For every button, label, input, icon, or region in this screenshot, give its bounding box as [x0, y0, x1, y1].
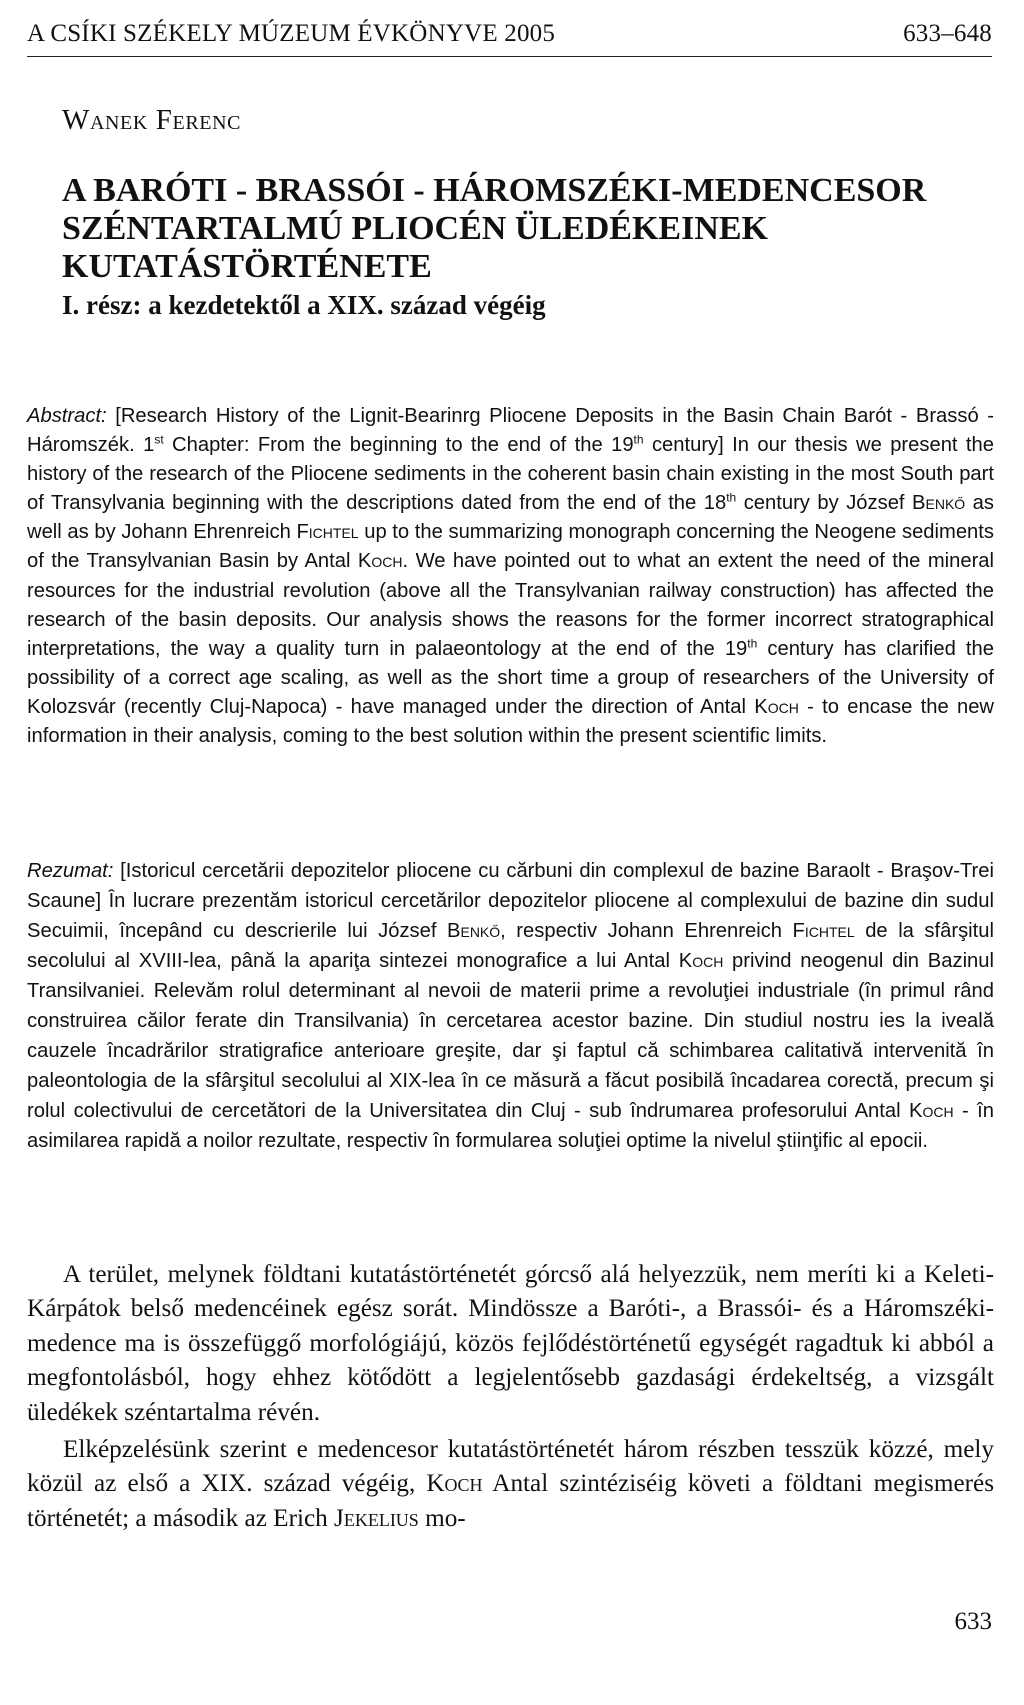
- page-range: 633–648: [903, 20, 992, 47]
- surname: Koch: [754, 695, 799, 718]
- abstract-text: - to encase the new information in their analysis, coming to the best solution within the present scientific limits.: [27, 695, 995, 748]
- abstract-text: century] In our thesis we present the history of the research of the Pliocene sediments in the coherent basin chain existing in the most South part of Transylvania beginning with the descriptions dated from the end of the 18: [27, 434, 994, 515]
- title-line-3: KUTATÁSTÖRTÉNETE: [62, 248, 432, 285]
- rezumat-text: [Istoricul cercetării depozitelor pliocene cu cărbuni din complexul de bazine Baraolt - Braşov-Trei Scaune] În lucrare prezentăm istoricul cercetărilor depozitelor pliocene al complexului de bazine din sudul Secuimii, începând cu descrierile lui József: [27, 860, 994, 942]
- abstract-text: century has clarified the possibility of a correct age scaling, as well as the short time a group of researchers of the University of Kolozsvár (recently Cluj-Napoca) - have managed under the direction of Antal: [27, 637, 994, 718]
- ordinal-suffix: th: [747, 636, 758, 651]
- surname: Koch: [357, 550, 403, 573]
- rezumat-label: Rezumat:: [27, 860, 114, 882]
- abstract-text: up to the summarizing monograph concerning the Neogene sediments of the Transylvanian Basin by Antal: [27, 521, 994, 573]
- ordinal-suffix: st: [154, 432, 164, 447]
- article-body: [27, 1258, 994, 1539]
- abstract-text: century by József: [736, 492, 913, 515]
- surname: Koch: [426, 1470, 483, 1498]
- body-text: Elképzelésünk szerint e medencesor kutatástörténetét három részben tesszük közzé, mely közül az első a XIX. század végéig,: [27, 1436, 994, 1498]
- rezumat-paragraph: [27, 856, 994, 1156]
- article-subtitle: I. rész: a kezdetektől a XIX. század végéig: [62, 290, 546, 320]
- surname: Jekelius: [334, 1504, 419, 1532]
- body-paragraph-2: [27, 1433, 994, 1536]
- header-rule: [27, 56, 992, 57]
- abstract-text: . We have pointed out to what an extent the need of the mineral resources for the industrial revolution (above all the Transylvanian railway construction) has affected the research of the basin deposits. Our analysis shows the reasons for the former incorrect stratographical interpretations, the way a quality turn in palaeontology at the end of the 19: [27, 550, 995, 660]
- running-header: [27, 20, 992, 60]
- body-text: Antal szintéziséig követi a földtani megismerés történetét; a második az Erich: [27, 1470, 994, 1532]
- surname: Benkő: [912, 492, 966, 515]
- surname: Benkő: [447, 920, 501, 942]
- abstract-paragraph: [27, 402, 994, 751]
- abstract-label: Abstract:: [27, 405, 107, 427]
- rezumat-text: - în asimilarea rapidă a noilor rezultate, respectiv în formularea soluţiei optime la nivelul ştiinţific al epocii.: [27, 1100, 994, 1152]
- ordinal-suffix: th: [633, 432, 644, 447]
- title-line-2: SZÉNTARTALMÚ PLIOCÉN ÜLEDÉKEINEK: [62, 210, 768, 247]
- rezumat-text: privind neogenul din Bazinul Transilvaniei. Relevăm rolul determinant al nevoii de materii prime a revoluţiei industriale (în primul rând construirea căilor ferate din Transilvania) în cercetarea acestor bazine. Din studiul nostru ies la iveală cauzele încadrărilor stratigrafice anterioare greşite, dar şi faptul că schimbarea calitativă intervenită în paleontologia de la sfârşitul secolului al XIX-lea în ce măsură a făcut posibilă încadarea corectă, precum şi rolul colectivului de cercetători de la Universitatea din Cluj - sub îndrumarea profesorului Antal: [27, 950, 994, 1122]
- rezumat-text: de la sfârşitul secolului al XVIII-lea, până la apariţa sintezei monografice a lui Antal: [27, 920, 994, 972]
- abstract-text: as well as by Johann Ehrenreich: [27, 492, 994, 544]
- journal-title: A CSÍKI SZÉKELY MÚZEUM ÉVKÖNYVE 2005: [27, 20, 556, 47]
- abstract-text: [Research History of the Lignit-Bearinrg Pliocene Deposits in the Basin Chain Barót - Brassó - Háromszék. 1: [27, 405, 994, 457]
- surname: Fichtel: [792, 920, 855, 942]
- author-name: Wanek Ferenc: [62, 104, 242, 136]
- rezumat-text: , respectiv Johann Ehrenreich: [500, 920, 793, 942]
- ordinal-suffix: th: [726, 490, 737, 505]
- page-number: 633: [954, 1608, 992, 1635]
- body-text: mo-: [418, 1504, 466, 1532]
- title-line-1: A BARÓTI - BRASSÓI - HÁROMSZÉKI-MEDENCESOR: [62, 172, 927, 209]
- surname: Fichtel: [296, 521, 359, 544]
- body-paragraph-1: A terület, melynek földtani kutatástörténetét górcső alá helyezzük, nem meríti ki a Keleti-Kárpátok belső medencéinek egész sorát. Mindössze a Baróti-, a Brassói- és a Háromszéki-medence ma is összefüggő morfológiájú, közös fejlődéstörténetű egységét ragadtuk ki abból a megfontolásból, hogy ehhez kötődött a legjelentősebb gazdasági érdekeltség, a vizsgált üledékek széntartalma révén.: [27, 1261, 994, 1426]
- surname: Koch: [678, 950, 724, 972]
- abstract-text: Chapter: From the beginning to the end of the 19: [163, 434, 634, 457]
- article-title: [62, 172, 992, 286]
- surname: Koch: [909, 1100, 954, 1122]
